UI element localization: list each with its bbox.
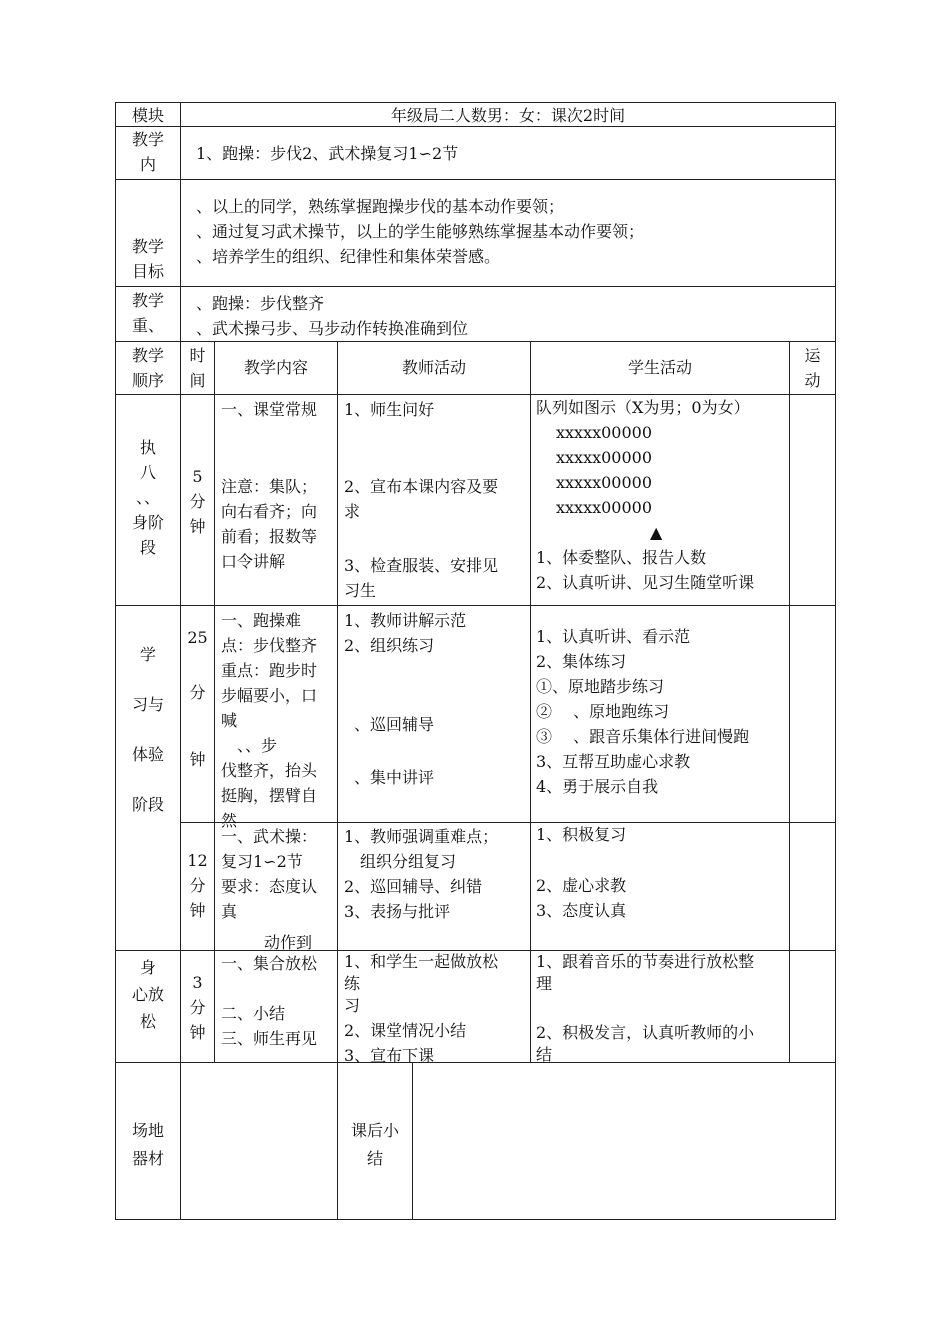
goal-item: 、通过复习武术操节，以上的学生能够熟练掌握基本动作要领； bbox=[196, 222, 645, 241]
col-load-1: 运 bbox=[804, 346, 821, 365]
key-item: 、跑操：步伐整齐 bbox=[196, 294, 325, 313]
stage2-teacher-1b: 、巡回辅导 bbox=[354, 715, 435, 734]
stage2-name: 学 习与 体验 阶段 bbox=[131, 645, 164, 814]
stage3-time: 3 分 钟 bbox=[189, 973, 206, 1042]
key-item: 、武术操弓步、马步动作转换准确到位 bbox=[196, 319, 469, 338]
stage2-time-2: 12 分 钟 bbox=[187, 851, 208, 920]
stage2-student-2b: 2、虚心求教 3、态度认真 bbox=[536, 876, 627, 920]
stage1-name: 执 八 、、 身阶 段 bbox=[131, 438, 164, 557]
stage2-teacher-2: 1、教师强调重难点； 组织分组复习 2、巡回辅导、纠错 3、表扬与批评 bbox=[344, 827, 499, 921]
stage2-teacher-1c: 、集中讲评 bbox=[354, 768, 435, 787]
formation-title: 队列如图示（X为男；0为女） bbox=[536, 398, 750, 417]
content-row-text: 1、跑操：步伐2、武术操复习1∽2节 bbox=[196, 144, 459, 163]
key-label-2: 重、 bbox=[131, 316, 164, 335]
col-load-2: 动 bbox=[804, 371, 821, 390]
stage1-time: 5 分 钟 bbox=[189, 467, 206, 536]
key-label-1: 教学 bbox=[131, 291, 164, 310]
col-time-1: 时 bbox=[189, 346, 206, 365]
col-time-2: 间 bbox=[189, 371, 206, 390]
stage3-student-b: 2、积极发言，认真听教师的小 结 bbox=[536, 1023, 755, 1064]
stage2-teacher-1a: 1、教师讲解示范 2、组织练习 bbox=[344, 611, 467, 655]
venue-label: 场地 器材 bbox=[131, 1121, 164, 1168]
stage3-student-a: 1、跟着音乐的节奏进行放松整 理 bbox=[536, 952, 755, 993]
goals-label-1: 教学 bbox=[131, 237, 164, 256]
stage3-teacher: 1、和学生一起做放松 练 习 2、课堂情况小结 3、宣布下课 bbox=[344, 952, 499, 1065]
stage2-content-2: 一、武术操： 复习1∽2节 要求：态度认 真 bbox=[221, 827, 318, 921]
goal-item: 、以上的同学，熟练掌握跑操步伐的基本动作要领； bbox=[196, 197, 565, 216]
stage2-student-1: 1、认真听讲、看示范 2、集体练习 ①、原地踏步练习 ② 、原地跑练习 ③ 、跟音乐集体行进间慢跑 3、互帮互助虚心求教 4、勇于展示自我 bbox=[536, 627, 750, 796]
header-info: 年级局二人数男：女：课次2时间 bbox=[390, 106, 626, 125]
stage1-teacher-greet: 1、师生问好 bbox=[344, 400, 435, 419]
col-content: 教学内容 bbox=[243, 358, 308, 377]
content-row-label: 教学内 bbox=[132, 130, 165, 174]
stage1-teacher-check: 3、检查服装、安排见 习生 bbox=[344, 556, 499, 600]
goal-item: 、培养学生的组织、纪律性和集体荣誉感。 bbox=[196, 247, 501, 266]
col-student: 学生活动 bbox=[627, 358, 692, 377]
module-label: 模块 bbox=[131, 106, 164, 125]
stage1-teacher-announce: 2、宣布本课内容及要 求 bbox=[344, 477, 499, 521]
goals-label-2: 目标 bbox=[131, 262, 164, 281]
stage1-content-title: 一、课堂常规 bbox=[221, 400, 318, 419]
stage1-student-items: 1、体委整队、报告人数 2、认真听讲、见习生随堂听课 bbox=[536, 548, 755, 592]
teacher-triangle-icon: ▲ bbox=[650, 523, 663, 542]
col-order-2: 顺序 bbox=[131, 371, 164, 390]
stage2-student-2a: 1、积极复习 bbox=[536, 825, 627, 844]
stage3-name: 身 心放 松 bbox=[131, 958, 164, 1031]
stage2-content-2-tail: 动作到 bbox=[264, 933, 313, 952]
formation-diagram: xxxxx00000 xxxxx00000 xxxxx00000 xxxxx00000 bbox=[556, 423, 653, 517]
stage2-content-1: 一、跑操难 点：步伐整齐 重点：跑步时 步幅要小，口 喊 、、步 伐整齐，抬头 挺胸，摆臂自 然 bbox=[221, 611, 318, 830]
col-order-1: 教学 bbox=[131, 346, 164, 365]
summary-label: 课后小 结 bbox=[350, 1121, 399, 1168]
stage2-time-1: 25 分 钟 bbox=[187, 628, 208, 769]
col-teacher: 教师活动 bbox=[401, 358, 466, 377]
stage3-content: 一、集合放松 二、小结 三、师生再见 bbox=[221, 954, 318, 1048]
stage1-content-notes: 注意：集队； 向右看齐；向 前看；报数等 口令讲解 bbox=[221, 477, 318, 571]
